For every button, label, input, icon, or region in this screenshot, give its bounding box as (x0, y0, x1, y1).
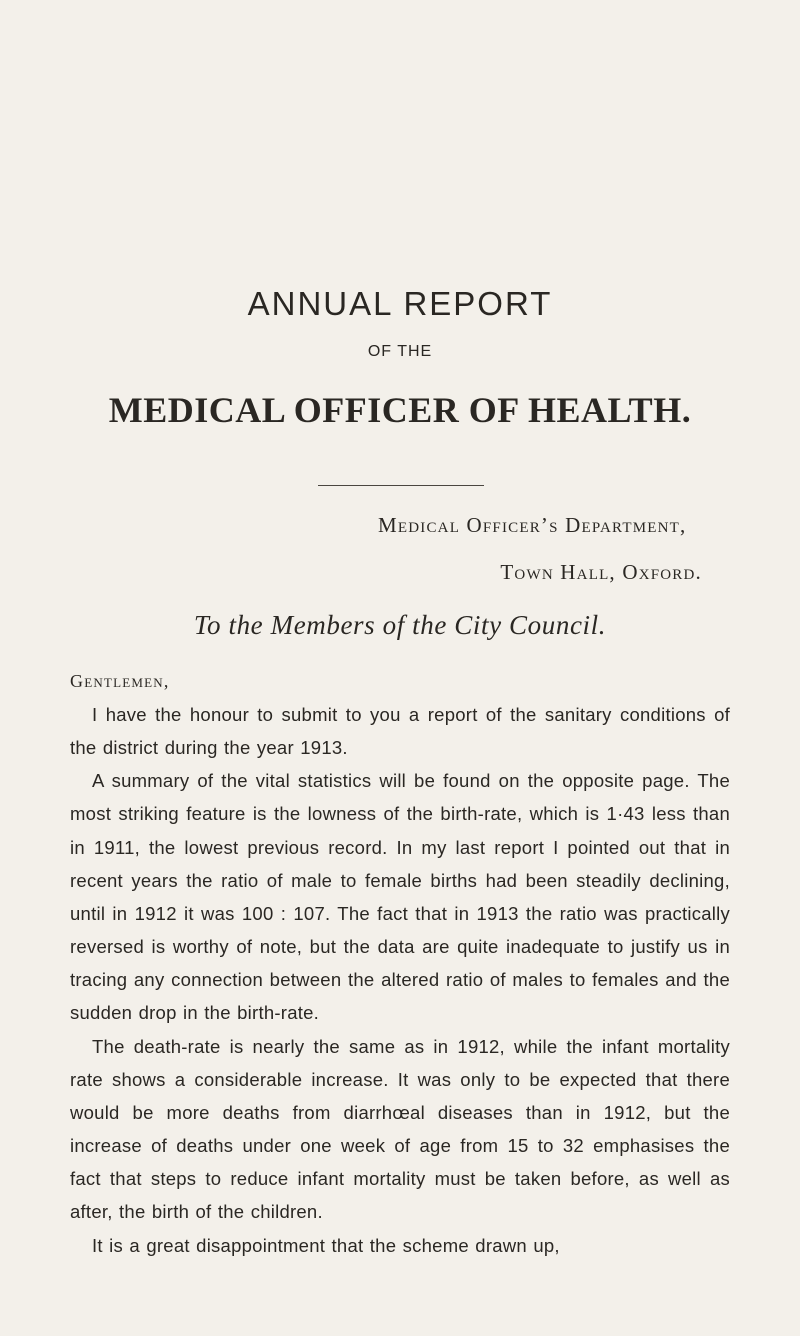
body-paragraph: The death-rate is nearly the same as in 1912, while the infant mortality rate shows a considerable increase. It was only to be expected that there would be more deaths from diarrhœal diseases than in 1912, but the increase of deaths under one week of age from 15 to 32 emphasises the fact that steps to reduce infant mortality must be taken before, as well as after, the birth of the children. (70, 1035, 730, 1223)
address-town-hall: Town Hall, Oxford. (500, 560, 702, 584)
report-body (70, 698, 730, 1262)
title-divider (318, 485, 484, 486)
addressee: To the Members of the City Council. (193, 610, 607, 640)
report-title-annual: ANNUAL REPORT (247, 285, 553, 322)
body-paragraph: I have the honour to submit to you a report of the sanitary conditions of the district during the year 1913. (70, 704, 730, 759)
body-paragraph: A summary of the vital statistics will be found on the opposite page. The most striking feature is the lowness of the birth-rate, which is 1·43 less than in 1911, the lowest previous record. In my last report I pointed out that in recent years the ratio of male to female births had been steadily declining, until in 1912 it was 100 : 107. The fact that in 1913 the ratio was practically reversed is worthy of note, but the data are quite inadequate to justify us in tracing any connection between the altered ratio of males to females and the sudden drop in the birth-rate. (70, 770, 730, 1024)
salutation: Gentlemen, (70, 671, 170, 691)
report-title-moh: MEDICAL OFFICER OF HEALTH. (108, 390, 692, 430)
body-paragraph: It is a great disappointment that the scheme drawn up, (92, 1234, 560, 1256)
address-department: Medical Officer’s Department, (378, 513, 687, 537)
report-title-of-the: OF THE (367, 343, 433, 360)
